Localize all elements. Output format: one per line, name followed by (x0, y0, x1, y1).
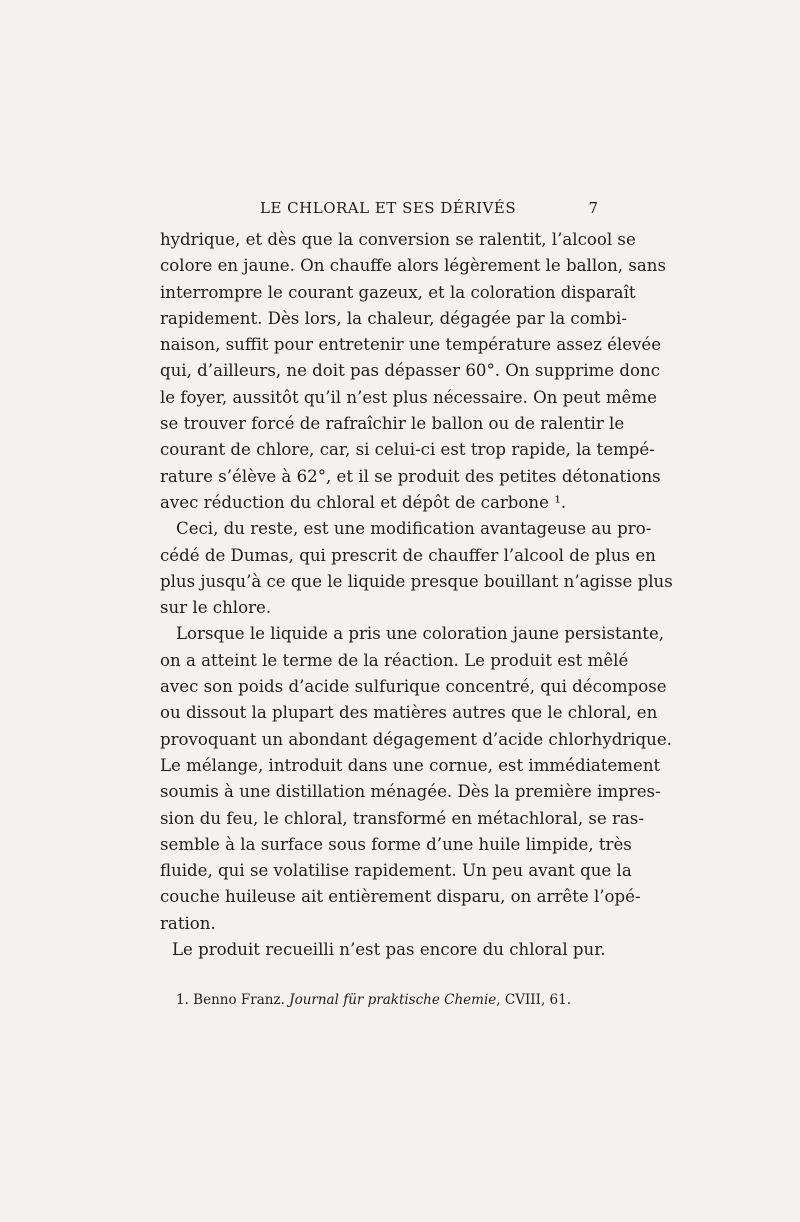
footnote (176, 992, 571, 1008)
text-line: courant de chlore, car, si celui-ci est trop rapide, la tempé- (160, 440, 655, 460)
text-line: colore en jaune. On chauffe alors légèrement le ballon, sans (160, 256, 666, 276)
page-number: 7 (588, 199, 598, 217)
running-title: LE CHLORAL ET SES DÉRIVÉS (260, 199, 517, 217)
text-line: avec son poids d’acide sulfurique concentré, qui décompose (160, 677, 667, 697)
text-line: ration. (160, 913, 216, 933)
text-line: ou dissout la plupart des matières autres que le chloral, en (160, 703, 658, 723)
text-line: le foyer, aussitôt qu’il n’est plus nécessaire. On peut même (160, 387, 657, 407)
body-text (160, 227, 673, 963)
text-line: Ceci, du reste, est une modification avantageuse au pro- (176, 519, 652, 539)
footnote-journal-title: Journal für praktische Chemie (289, 992, 497, 1008)
text-line: cédé de Dumas, qui prescrit de chauffer l’alcool de plus en (160, 545, 656, 565)
footnote-lead: 1. Benno Franz. (176, 992, 290, 1008)
text-line: Le produit recueilli n’est pas encore du chloral pur. (172, 940, 606, 960)
text-line: qui, d’ailleurs, ne doit pas dépasser 60°. On supprime donc (160, 361, 660, 381)
text-line: sion du feu, le chloral, transformé en métachloral, se ras- (160, 808, 644, 828)
text-line: naison, suffit pour entretenir une température assez élevée (160, 335, 662, 355)
text-line: soumis à une distillation ménagée. Dès la première impres- (160, 782, 661, 802)
footnote-tail: , CVIII, 61. (496, 992, 572, 1008)
text-line: avec réduction du chloral et dépôt de carbone ¹. (160, 492, 567, 512)
text-line: plus jusqu’à ce que le liquide presque bouillant n’agisse plus (160, 571, 673, 591)
text-line: couche huileuse ait entièrement disparu, on arrête l’opé- (160, 887, 641, 907)
text-line: provoquant un abondant dégagement d’acide chlorhydrique. (160, 729, 672, 749)
text-line: interrompre le courant gazeux, et la coloration disparaît (160, 282, 636, 302)
text-line: se trouver forcé de rafraîchir le ballon ou de ralentir le (160, 414, 625, 434)
text-line: rapidement. Dès lors, la chaleur, dégagée par la combi- (160, 308, 627, 328)
text-line: Lorsque le liquide a pris une coloration jaune persistante, (176, 624, 665, 644)
text-line: sur le chlore. (160, 598, 272, 618)
text-line: hydrique, et dès que la conversion se ralentit, l’alcool se (160, 230, 636, 249)
text-line: semble à la surface sous forme d’une huile limpide, très (160, 834, 632, 854)
text-line: Le mélange, introduit dans une cornue, est immédiatement (160, 755, 661, 775)
running-head (160, 199, 600, 221)
text-line: on a atteint le terme de la réaction. Le produit est mêlé (160, 650, 629, 670)
text-line: rature s’élève à 62°, et il se produit des petites détonations (160, 466, 661, 486)
text-line: fluide, qui se volatilise rapidement. Un peu avant que la (160, 861, 632, 881)
